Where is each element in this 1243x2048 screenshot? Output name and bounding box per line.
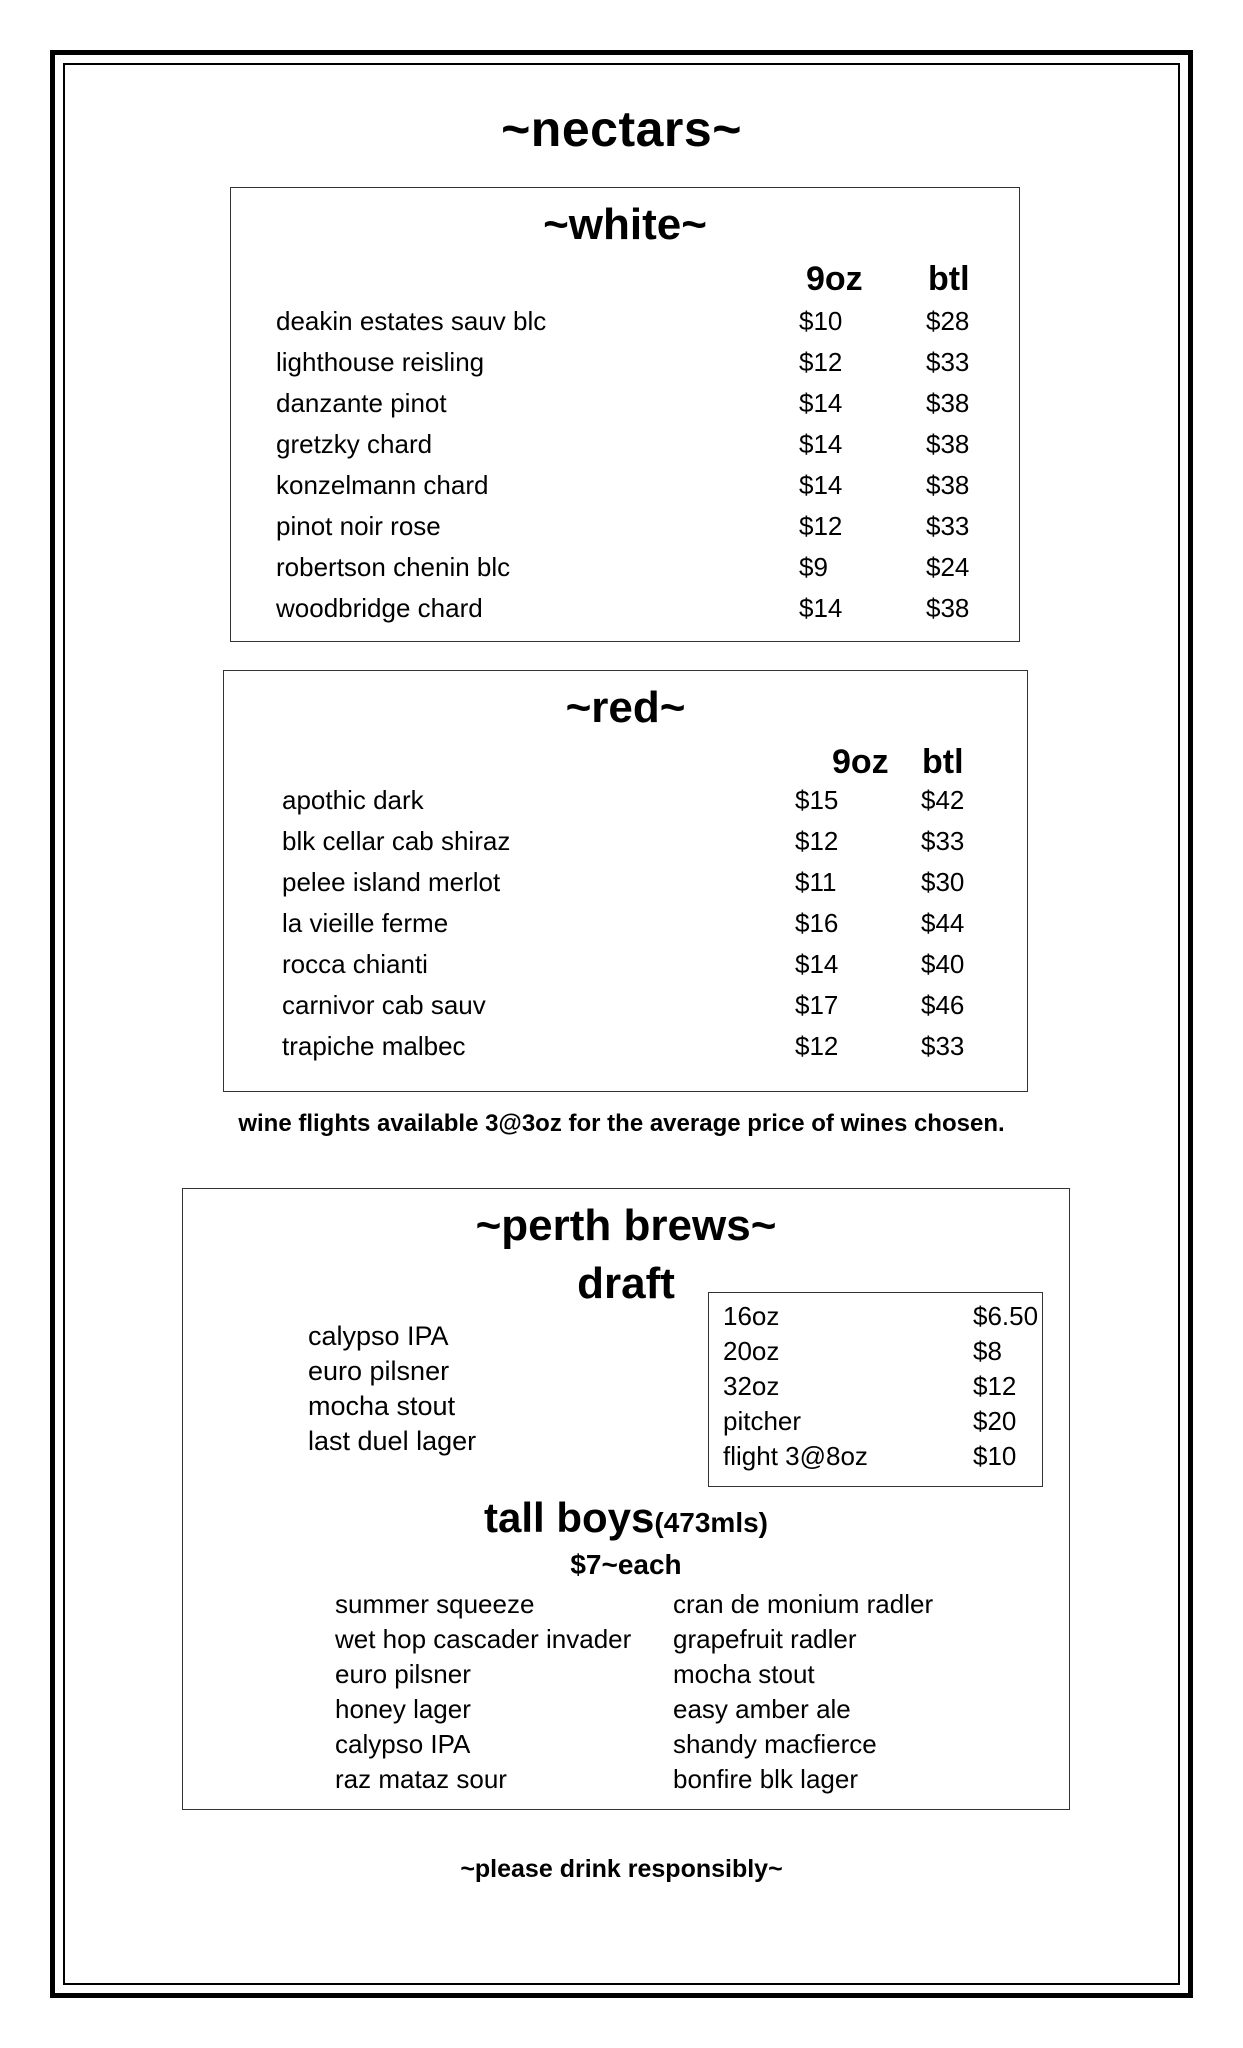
tallboy-item: summer squeeze <box>335 1589 535 1619</box>
bottle-price: $38 <box>926 429 970 459</box>
draft-price: $12 <box>973 1371 1017 1401</box>
wine-name: robertson chenin blc <box>276 552 511 582</box>
draft-item: mocha stout <box>308 1391 456 1421</box>
wine-name: trapiche malbec <box>282 1031 466 1061</box>
glass-price: $12 <box>795 1031 839 1061</box>
tallboy-item: shandy macfierce <box>673 1729 877 1759</box>
tallboys-size: (473mls) <box>654 1507 768 1538</box>
footer-note: ~please drink responsibly~ <box>460 1855 783 1883</box>
glass-price: $14 <box>799 429 843 459</box>
bottle-price: $28 <box>926 306 970 336</box>
wine-name: apothic dark <box>282 785 424 815</box>
wine-name: blk cellar cab shiraz <box>282 826 511 856</box>
bottle-price: $38 <box>926 470 970 500</box>
glass-price: $14 <box>799 470 843 500</box>
draft-size: 16oz <box>723 1301 780 1331</box>
wine-name: konzelmann chard <box>276 470 489 500</box>
bottle-price: $33 <box>926 347 970 377</box>
tallboys-price: $7~each <box>570 1549 682 1580</box>
glass-price: $16 <box>795 908 839 938</box>
brews-title: ~perth brews~ <box>475 1201 777 1250</box>
tallboys-list-left <box>335 1587 631 1797</box>
wine-name: danzante pinot <box>276 388 447 418</box>
bottle-price: $46 <box>921 990 965 1020</box>
white-col-bottle: btl <box>928 260 970 298</box>
tallboy-item: easy amber ale <box>673 1694 851 1724</box>
bottle-price: $30 <box>921 867 965 897</box>
bottle-price: $40 <box>921 949 965 979</box>
tallboy-item: euro pilsner <box>335 1659 471 1689</box>
glass-price: $12 <box>799 511 843 541</box>
tallboy-item: bonfire blk lager <box>673 1764 858 1794</box>
bottle-price: $33 <box>926 511 970 541</box>
draft-price: $6.50 <box>973 1301 1039 1331</box>
red-wine-title: ~red~ <box>565 683 686 732</box>
tallboy-item: cran de monium radler <box>673 1589 934 1619</box>
wine-name: pelee island merlot <box>282 867 501 897</box>
draft-price: $8 <box>973 1336 1002 1366</box>
wine-name: woodbridge chard <box>276 593 483 623</box>
draft-title: draft <box>577 1259 675 1308</box>
white-col-glass: 9oz <box>806 260 863 298</box>
glass-price: $14 <box>799 593 843 623</box>
glass-price: $14 <box>799 388 843 418</box>
glass-price: $12 <box>799 347 843 377</box>
red-col-bottle: btl <box>922 743 964 781</box>
tallboy-item: calypso IPA <box>335 1729 471 1759</box>
glass-price: $12 <box>795 826 839 856</box>
glass-price: $10 <box>799 306 843 336</box>
draft-item: calypso IPA <box>308 1321 449 1351</box>
draft-size: 20oz <box>723 1336 780 1366</box>
bottle-price: $42 <box>921 785 965 815</box>
tallboy-item: mocha stout <box>673 1659 815 1689</box>
draft-list <box>308 1319 476 1459</box>
draft-price-box <box>708 1292 1043 1487</box>
draft-size: pitcher <box>723 1406 802 1436</box>
tallboy-item: grapefruit radler <box>673 1624 857 1654</box>
bottle-price: $33 <box>921 1031 965 1061</box>
bottle-price: $33 <box>921 826 965 856</box>
menu-title: ~nectars~ <box>501 101 742 157</box>
bottle-price: $38 <box>926 593 970 623</box>
draft-item: last duel lager <box>308 1426 477 1456</box>
glass-price: $14 <box>795 949 839 979</box>
white-wine-title: ~white~ <box>543 200 707 249</box>
bottle-price: $44 <box>921 908 965 938</box>
tallboy-item: wet hop cascader invader <box>335 1624 632 1654</box>
tallboy-item: honey lager <box>335 1694 471 1724</box>
tallboys-label: tall boys <box>483 1494 655 1541</box>
draft-price: $10 <box>973 1441 1017 1471</box>
draft-size: 32oz <box>723 1371 780 1401</box>
glass-price: $9 <box>799 552 828 582</box>
draft-item: euro pilsner <box>308 1356 450 1386</box>
wine-flights-note: wine flights available 3@3oz for the average price of wines chosen. <box>238 1110 1005 1137</box>
bottle-price: $38 <box>926 388 970 418</box>
glass-price: $11 <box>795 867 837 897</box>
draft-size: flight 3@8oz <box>723 1441 868 1471</box>
wine-name: gretzky chard <box>276 429 433 459</box>
draft-price: $20 <box>973 1406 1017 1436</box>
tallboys-title <box>183 1494 1069 1542</box>
tallboy-item: raz mataz sour <box>335 1764 507 1794</box>
wine-name: lighthouse reisling <box>276 347 485 377</box>
glass-price: $17 <box>795 990 839 1020</box>
tallboys-list-right <box>673 1587 933 1797</box>
wine-name: la vieille ferme <box>282 908 449 938</box>
wine-name: carnivor cab sauv <box>282 990 486 1020</box>
perth-brews-box <box>182 1188 1070 1810</box>
wine-name: deakin estates sauv blc <box>276 306 547 336</box>
red-col-glass: 9oz <box>832 743 889 781</box>
wine-name: pinot noir rose <box>276 511 441 541</box>
bottle-price: $24 <box>926 552 970 582</box>
glass-price: $15 <box>795 785 839 815</box>
wine-name: rocca chianti <box>282 949 428 979</box>
white-wine-box <box>230 187 1020 642</box>
red-wine-box <box>223 670 1028 1092</box>
